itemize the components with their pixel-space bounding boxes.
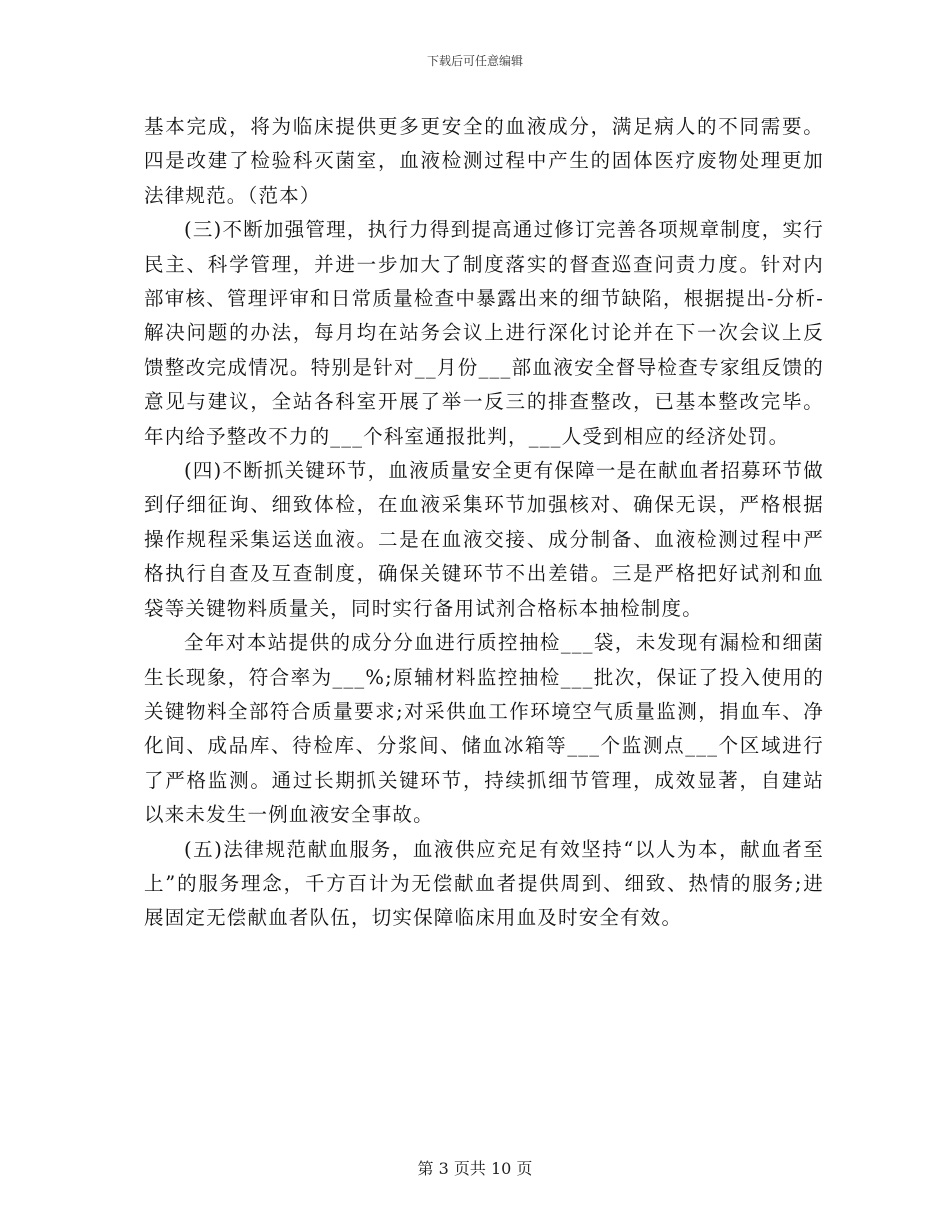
document-body [144,110,824,936]
paragraph-quality-control: 全年对本站提供的成分分血进行质控抽检___袋，未发现有漏检和细菌生长现象，符合率为___%;原辅材料监控抽检___批次，保证了投入使用的关键物料全部符合质量要求;对采供血工作环境空气质量监测，捐血车、净化间、成品库、待检库、分浆间、储血冰箱等___个监测点___个区域进行了严格监测。通过长期抓关键环节，持续抓细节管理，成效显著，自建站以来未发生一例血液安全事故。 [144,631,824,827]
paragraph-section-three: (三)不断加强管理，执行力得到提高通过修订完善各项规章制度，实行民主、科学管理，并进一步加大了制度落实的督查巡查问责力度。针对内部审核、管理评审和日常质量检查中暴露出来的细节缺陷，根据提出-分析-解决问题的办法，每月均在站务会议上进行深化讨论并在下一次会议上反馈整改完成情况。特别是针对__月份___部血液安全督导检查专家组反馈的意见与建议，全站各科室开展了举一反三的排查整改，已基本整改完毕。年内给予整改不力的___个科室通报批判，___人受到相应的经济处罚。 [144,218,824,448]
paragraph-continuation: 基本完成，将为临床提供更多更安全的血液成分，满足病人的不同需要。四是改建了检验科灭菌室，血液检测过程中产生的固体医疗废物处理更加法律规范。（范本） [144,115,824,207]
paragraph-section-four: (四)不断抓关键环节，血液质量安全更有保障一是在献血者招募环节做到仔细征询、细致体检，在血液采集环节加强核对、确保无误，严格根据操作规程采集运送血液。二是在血液交接、成分制备、血液检测过程中严格执行自查及互查制度，确保关键环节不出差错。三是严格把好试剂和血袋等关键物料质量关，同时实行备用试剂合格标本抽检制度。 [144,459,824,620]
page-header: 下载后可任意编辑 [426,54,523,68]
page-number: 第 3 页共 10 页 [417,1159,533,1178]
paragraph-section-five: (五)法律规范献血服务，血液供应充足有效坚持“以人为本，献血者至上”的服务理念，千方百计为无偿献血者提供周到、细致、热情的服务;进展固定无偿献血者队伍，切实保障临床用血及时安全有效。 [144,837,824,930]
